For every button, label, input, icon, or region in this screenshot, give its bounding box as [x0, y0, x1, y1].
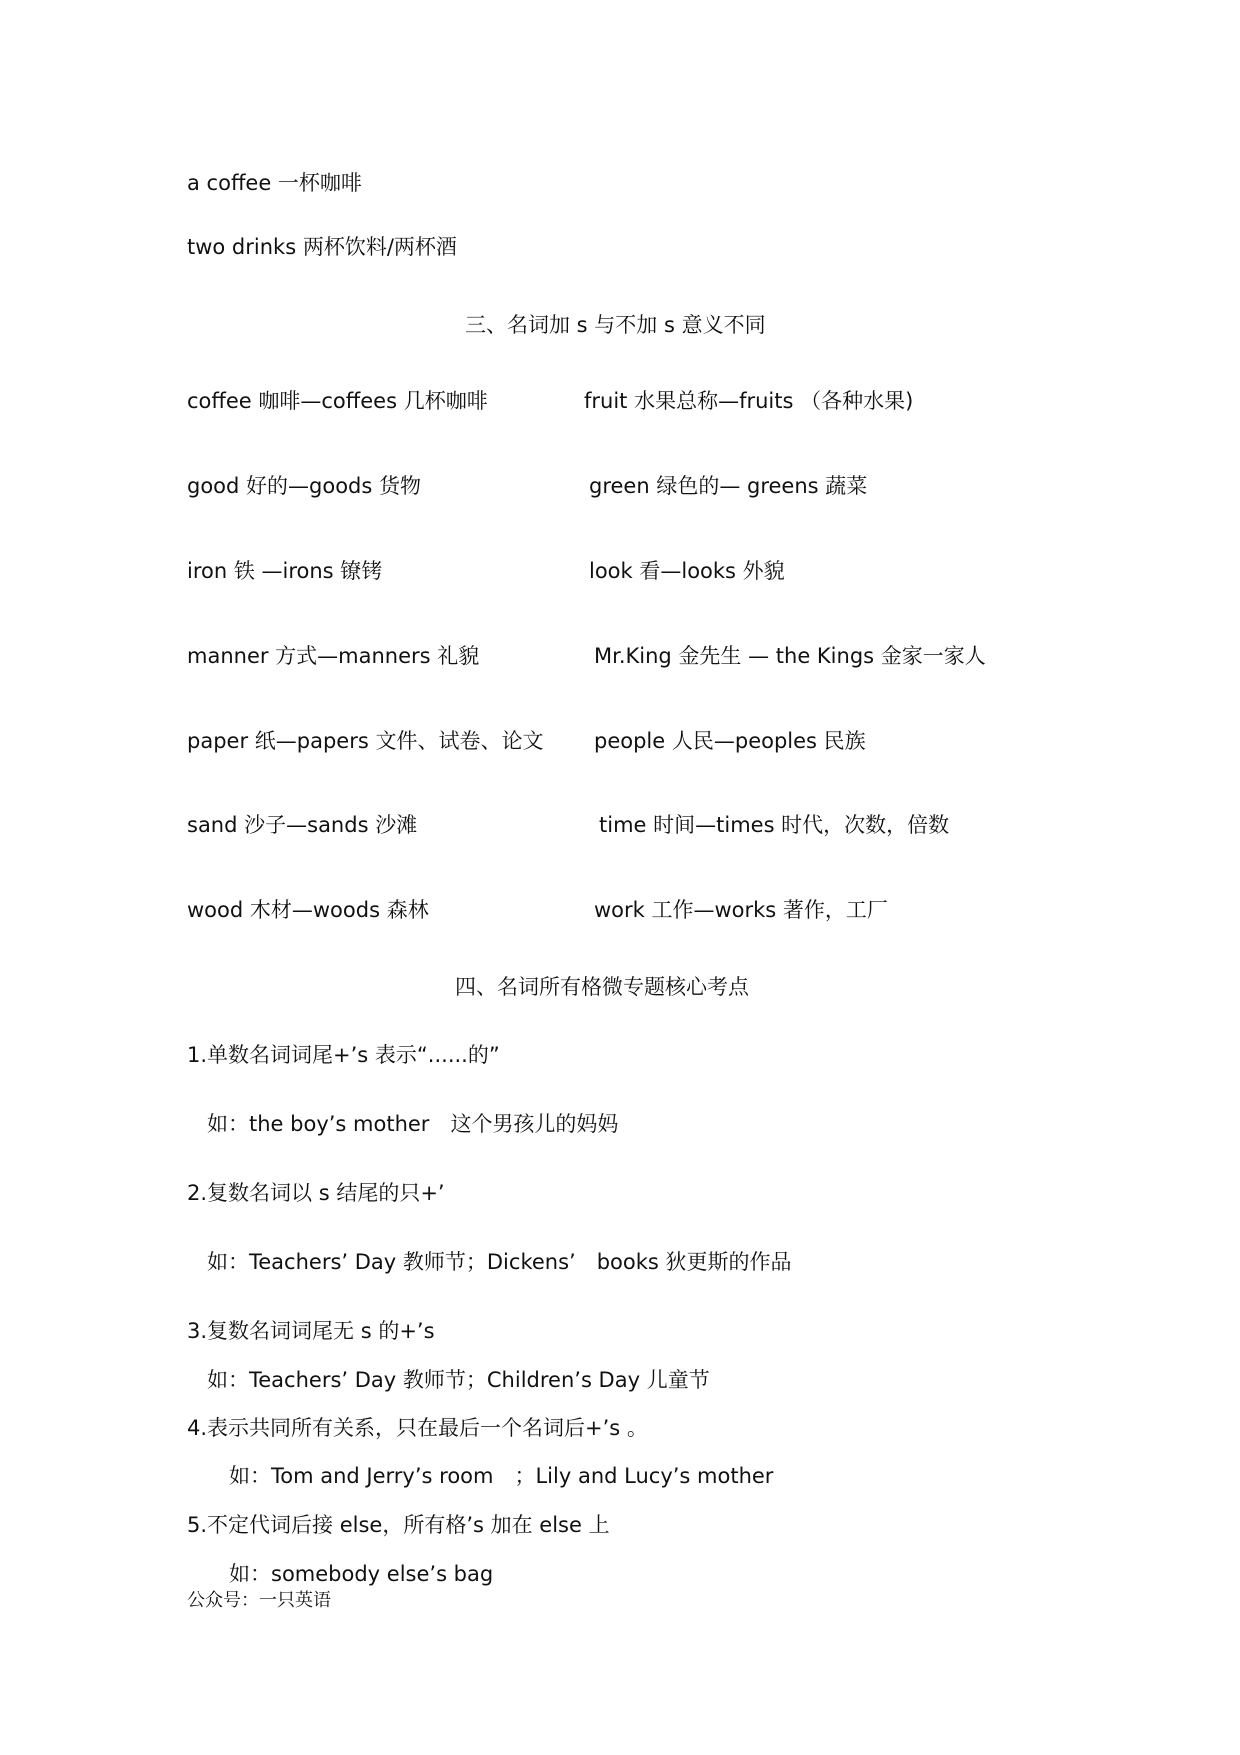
section3-heading: 三、名词加 s 与不加 s 意义不同 [465, 313, 766, 337]
intro-example-1: a coffee 一杯咖啡 [187, 171, 362, 195]
pair-right: fruit 水果总称—fruits （各种水果) [584, 389, 914, 413]
pair-right: time 时间—times 时代，次数，倍数 [599, 813, 950, 837]
pair-right: work 工作—works 著作，工厂 [594, 898, 888, 922]
pair-right: look 看—looks 外貌 [589, 559, 785, 583]
pair-left: paper 纸—papers 文件、试卷、论文 [187, 729, 544, 753]
rule-5: 5.不定代词后接 else，所有格’s 加在 else 上 [187, 1513, 610, 1537]
rule-1-example: 如：the boy’s mother 这个男孩儿的妈妈 [207, 1112, 619, 1136]
pair-left: iron 铁 —irons 镣铐 [187, 559, 383, 583]
pair-right: Mr.King 金先生 — the Kings 金家一家人 [594, 644, 986, 668]
pair-left: coffee 咖啡—coffees 几杯咖啡 [187, 389, 488, 413]
rule-2: 2.复数名词以 s 结尾的只+’ [187, 1181, 445, 1205]
rule-5-example: 如：somebody else’s bag [229, 1562, 494, 1586]
pair-left: good 好的—goods 货物 [187, 474, 422, 498]
rule-3: 3.复数名词词尾无 s 的+’s [187, 1319, 435, 1343]
rule-4: 4.表示共同所有关系，只在最后一个名词后+’s 。 [187, 1416, 648, 1440]
section4-heading: 四、名词所有格微专题核心考点 [455, 975, 749, 999]
intro-example-2: two drinks 两杯饮料/两杯酒 [187, 235, 457, 259]
pair-left: wood 木材—woods 森林 [187, 898, 429, 922]
rule-2-example: 如：Teachers’ Day 教师节；Dickens’ books 狄更斯的作品 [207, 1250, 792, 1274]
pair-right: people 人民—peoples 民族 [594, 729, 866, 753]
footer-account: 公众号：一只英语 [187, 1590, 331, 1611]
rule-1: 1.单数名词词尾+’s 表示“......的” [187, 1043, 500, 1067]
pair-left: manner 方式—manners 礼貌 [187, 644, 480, 668]
pair-left: sand 沙子—sands 沙滩 [187, 813, 418, 837]
pair-right: green 绿色的— greens 蔬菜 [589, 474, 868, 498]
rule-4-example: 如：Tom and Jerry’s room ；Lily and Lucy’s mother [229, 1464, 774, 1488]
rule-3-example: 如：Teachers’ Day 教师节；Children’s Day 儿童节 [207, 1368, 710, 1392]
